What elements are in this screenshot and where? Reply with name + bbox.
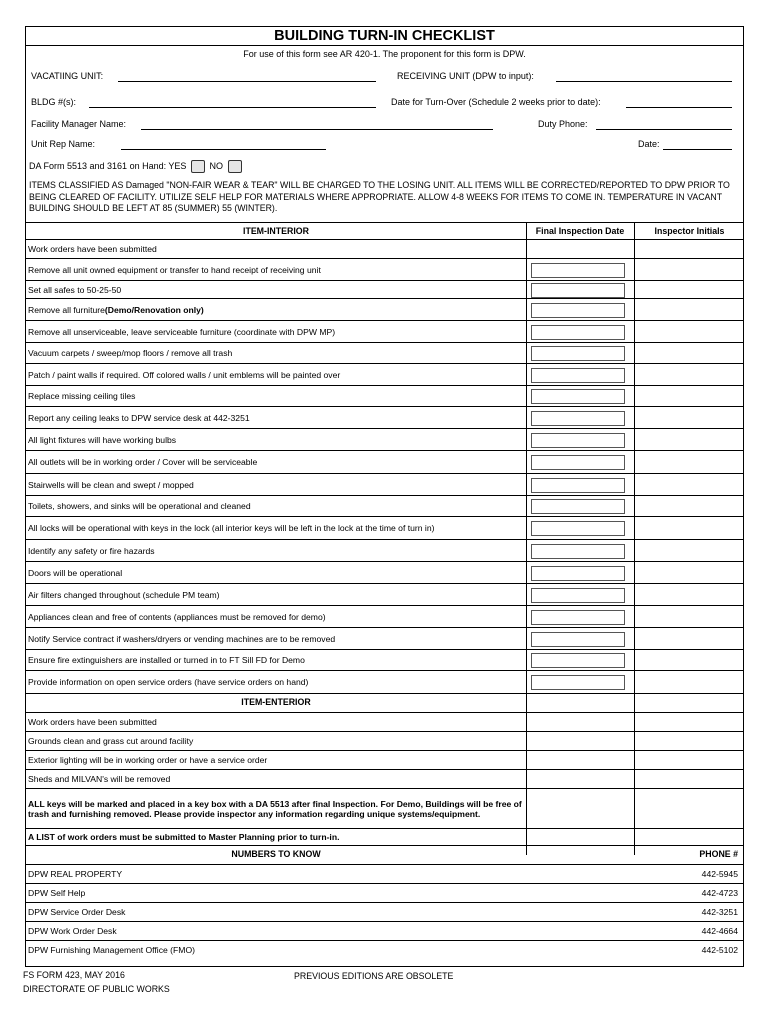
inspector-initials-cell[interactable] [635, 240, 743, 258]
duty-phone-field[interactable] [596, 129, 732, 130]
interior-item-row [26, 649, 743, 670]
inspector-initials-cell[interactable] [635, 429, 743, 450]
final-inspection-date-input[interactable] [531, 588, 625, 603]
item-text: Replace missing ceiling tiles [28, 391, 136, 401]
interior-item-row [26, 239, 743, 258]
final-inspection-date-input[interactable] [531, 283, 625, 298]
inspector-initials-cell[interactable] [635, 364, 743, 385]
contact-name: DPW REAL PROPERTY [28, 869, 123, 879]
date-label: Date: [638, 139, 660, 149]
damage-notice: ITEMS CLASSIFIED AS Damaged "NON-FAIR WEAR & TEAR" WILL BE CHARGED TO THE LOSING UNIT. ALL ITEMS WILL BE CORRECTED/REPORTED TO DPW PRIOR TO BEING CLEARED OF FACILITY. UTILIZE SELF HELP FOR MATERIALS WHERE APPROPRIATE. ALLOW 4-8 WEEKS FOR ITEMS TO COME IN. TEMPERATURE IN VACANT BUILDING SHOULD BE LEFT AT 85 (SUMMER) 55 (WINTER). [29, 180, 730, 213]
interior-item-row [26, 280, 743, 298]
form-title: BUILDING TURN-IN CHECKLIST [274, 28, 495, 44]
final-inspection-date-input[interactable] [531, 368, 625, 383]
interior-item-row [26, 385, 743, 406]
final-inspection-date-input[interactable] [531, 263, 625, 278]
final-inspection-date-input[interactable] [531, 521, 625, 536]
vacating-unit-field[interactable] [118, 81, 376, 82]
interior-item-label [28, 540, 523, 561]
keys-note-row [26, 788, 743, 828]
inspector-initials-cell[interactable] [635, 343, 743, 363]
inspector-initials-cell[interactable] [635, 606, 743, 627]
final-inspection-date-input[interactable] [531, 566, 625, 581]
interior-item-label [28, 606, 523, 627]
phone-header: PHONE # [699, 849, 738, 859]
yes-checkbox[interactable] [191, 160, 205, 173]
exterior-item-row [26, 750, 743, 769]
interior-item-row [26, 342, 743, 363]
number-entry-row [26, 902, 743, 921]
exterior-item-label: Exterior lighting will be in working order or have a service order [28, 755, 268, 765]
final-inspection-date-input[interactable] [531, 433, 625, 448]
number-entry-row [26, 940, 743, 959]
table-header-row [26, 222, 743, 239]
numbers-to-know-header: NUMBERS TO KNOW [231, 849, 321, 859]
facility-manager-label: Facility Manager Name: [31, 119, 127, 129]
contact-name: DPW Furnishing Management Office (FMO) [28, 945, 195, 955]
inspector-initials-cell[interactable] [635, 407, 743, 428]
item-text: Set all safes to 50-25-50 [28, 284, 122, 295]
interior-item-label [28, 429, 523, 450]
item-text: Air filters changed throughout (schedule PM team) [28, 589, 220, 600]
contact-phone: 442-5945 [701, 869, 738, 879]
item-bold-text: (Demo/Renovation only) [104, 304, 204, 315]
final-inspection-date-input[interactable] [531, 675, 625, 690]
final-inspection-date-input[interactable] [531, 632, 625, 647]
interior-item-row [26, 406, 743, 428]
interior-item-row [26, 539, 743, 561]
contact-phone: 442-4664 [701, 926, 738, 936]
number-entry-row [26, 883, 743, 902]
item-text: All locks will be operational with keys in the lock (all interior keys will be left in the lock at the time of turn in) [28, 523, 435, 533]
final-inspection-date-input[interactable] [531, 610, 625, 625]
no-label: NO [209, 160, 223, 171]
contact-name: DPW Self Help [28, 888, 86, 898]
inspector-initials-cell[interactable] [635, 259, 743, 280]
item-text: Stairwells will be clean and swept / mopped [28, 479, 194, 490]
inspector-initials-cell[interactable] [635, 540, 743, 561]
turnover-date-label: Date for Turn-Over (Schedule 2 weeks prior to date): [391, 97, 601, 107]
interior-item-label [28, 343, 523, 363]
directorate: DIRECTORATE OF PUBLIC WORKS [23, 984, 170, 994]
exterior-item-label: Sheds and MILVAN's will be removed [28, 774, 171, 784]
item-text: Remove all furniture [28, 304, 105, 315]
bldg-label: BLDG #(s): [31, 97, 77, 107]
interior-item-row [26, 516, 743, 539]
unit-rep-label: Unit Rep Name: [31, 139, 96, 149]
duty-phone-label: Duty Phone: [538, 119, 588, 129]
item-text: Vacuum carpets / sweep/mop floors / remove all trash [28, 348, 233, 358]
unit-rep-field[interactable] [121, 149, 326, 150]
item-text: Appliances clean and free of contents (appliances must be removed for demo) [28, 611, 326, 622]
number-entry-row [26, 921, 743, 940]
exterior-item-row [26, 769, 743, 788]
checklist-table [26, 222, 743, 967]
interior-item-label [28, 364, 523, 385]
inspector-initials-cell[interactable] [635, 496, 743, 516]
interior-item-label [28, 628, 523, 649]
inspector-initials-cell[interactable] [635, 299, 743, 320]
keys-note: ALL keys will be marked and placed in a key box with a DA 5513 after final Inspection. For Demo, Buildings will be free of trash and furnishing removed. Please provide inspector any information regarding unique systems/equipment. [28, 798, 522, 819]
item-text: Doors will be operational [28, 567, 123, 578]
interior-item-row [26, 583, 743, 605]
editions-note: PREVIOUS EDITIONS ARE OBSOLETE [294, 971, 454, 981]
interior-item-row [26, 450, 743, 473]
list-note: A LIST of work orders must be submitted to Master Planning prior to turn-in. [28, 832, 340, 842]
interior-item-row [26, 258, 743, 280]
inspector-initials-header: Inspector Initials [654, 226, 725, 236]
final-inspection-date-input[interactable] [531, 478, 625, 493]
form-id: FS FORM 423, MAY 2016 [23, 970, 125, 980]
exterior-header-row [26, 693, 743, 712]
interior-item-label [28, 671, 523, 693]
final-inspection-date-input[interactable] [531, 499, 625, 514]
facility-manager-field[interactable] [141, 129, 493, 130]
title-divider [26, 45, 743, 46]
item-text: Provide information on open service orders (have service orders on hand) [28, 677, 309, 687]
final-inspection-date-input[interactable] [531, 325, 625, 340]
inspector-initials-cell[interactable] [635, 321, 743, 342]
da-form-label: DA Form 5513 and 3161 on Hand: YES [29, 160, 187, 171]
bldg-field[interactable] [89, 107, 376, 108]
final-inspection-date-input[interactable] [531, 544, 625, 559]
no-checkbox[interactable] [228, 160, 242, 173]
contact-name: DPW Work Order Desk [28, 926, 117, 936]
interior-item-label [28, 496, 523, 516]
final-inspection-date-input[interactable] [531, 346, 625, 361]
inspector-initials-cell[interactable] [635, 386, 743, 406]
da-form-row [29, 160, 244, 173]
contact-phone: 442-4723 [701, 888, 738, 898]
final-inspection-date-input[interactable] [531, 411, 625, 426]
interior-item-label [28, 451, 523, 473]
form-subtitle: For use of this form see AR 420-1. The proponent for this form is DPW. [243, 49, 526, 59]
interior-item-label [28, 474, 523, 495]
item-text: Remove all unit owned equipment or transfer to hand receipt of receiving unit [28, 264, 321, 275]
interior-item-label [28, 562, 523, 583]
interior-item-label [28, 240, 523, 258]
item-exterior-header: ITEM-ENTERIOR [241, 697, 311, 707]
interior-item-row [26, 561, 743, 583]
interior-item-row [26, 627, 743, 649]
item-text: All outlets will be in working order / Cover will be serviceable [28, 457, 258, 467]
item-text: Notify Service contract if washers/dryers or vending machines are to be removed [28, 633, 336, 644]
exterior-item-row [26, 731, 743, 750]
inspector-initials-cell[interactable] [635, 517, 743, 539]
inspector-initials-cell[interactable] [635, 562, 743, 583]
item-text: All light fixtures will have working bulbs [28, 434, 177, 445]
inspector-initials-cell[interactable] [635, 650, 743, 670]
item-text: Work orders have been submitted [28, 244, 157, 254]
interior-item-label [28, 299, 523, 320]
exterior-item-label: Work orders have been submitted [28, 717, 157, 727]
inspector-initials-cell[interactable] [635, 671, 743, 693]
interior-item-label [28, 407, 523, 428]
exterior-item-label: Grounds clean and grass cut around facility [28, 736, 194, 746]
interior-item-row [26, 428, 743, 450]
item-text: Remove all unserviceable, leave serviceable furniture (coordinate with DPW MP) [28, 326, 336, 337]
item-text: Report any ceiling leaks to DPW service desk at 442-3251 [28, 412, 250, 423]
turn-in-checklist-form [23, 26, 744, 994]
numbers-header-row [26, 845, 743, 864]
final-inspection-date-input[interactable] [531, 653, 625, 668]
item-text: Ensure fire extinguishers are installed or turned in to FT Sill FD for Demo [28, 655, 305, 665]
number-entry-row [26, 864, 743, 883]
final-inspection-date-header: Final Inspection Date [535, 226, 625, 236]
interior-item-row [26, 670, 743, 693]
interior-item-row [26, 473, 743, 495]
item-text: Patch / paint walls if required. Off colored walls / unit emblems will be painted over [28, 369, 341, 380]
interior-item-label [28, 386, 523, 406]
interior-item-row [26, 298, 743, 320]
interior-item-row [26, 495, 743, 516]
interior-item-label [28, 281, 523, 298]
contact-phone: 442-5102 [701, 945, 738, 955]
interior-item-label [28, 584, 523, 605]
interior-item-label [28, 650, 523, 670]
interior-item-label [28, 517, 523, 539]
exterior-item-row [26, 712, 743, 731]
interior-item-label [28, 321, 523, 342]
inspector-initials-cell[interactable] [635, 628, 743, 649]
final-inspection-date-input[interactable] [531, 389, 625, 404]
receiving-unit-label: RECEIVING UNIT (DPW to input): [397, 71, 534, 81]
interior-item-row [26, 320, 743, 342]
item-text: Identify any safety or fire hazards [28, 545, 155, 556]
inspector-initials-cell[interactable] [635, 451, 743, 473]
final-inspection-date-input[interactable] [531, 455, 625, 470]
interior-item-label [28, 259, 523, 280]
interior-item-row [26, 605, 743, 627]
turnover-date-field[interactable] [626, 107, 732, 108]
receiving-unit-field[interactable] [556, 81, 732, 82]
inspector-initials-cell[interactable] [635, 584, 743, 605]
vacating-unit-label: VACATIING UNIT: [31, 71, 104, 81]
item-text: Toilets, showers, and sinks will be operational and cleaned [28, 501, 251, 511]
list-note-row [26, 828, 743, 845]
contact-phone: 442-3251 [701, 907, 738, 917]
item-interior-header: ITEM-INTERIOR [243, 226, 309, 236]
date-field[interactable] [663, 149, 732, 150]
interior-item-row [26, 363, 743, 385]
inspector-initials-cell[interactable] [635, 281, 743, 298]
inspector-initials-cell[interactable] [635, 474, 743, 495]
final-inspection-date-input[interactable] [531, 303, 625, 318]
contact-name: DPW Service Order Desk [28, 907, 126, 917]
